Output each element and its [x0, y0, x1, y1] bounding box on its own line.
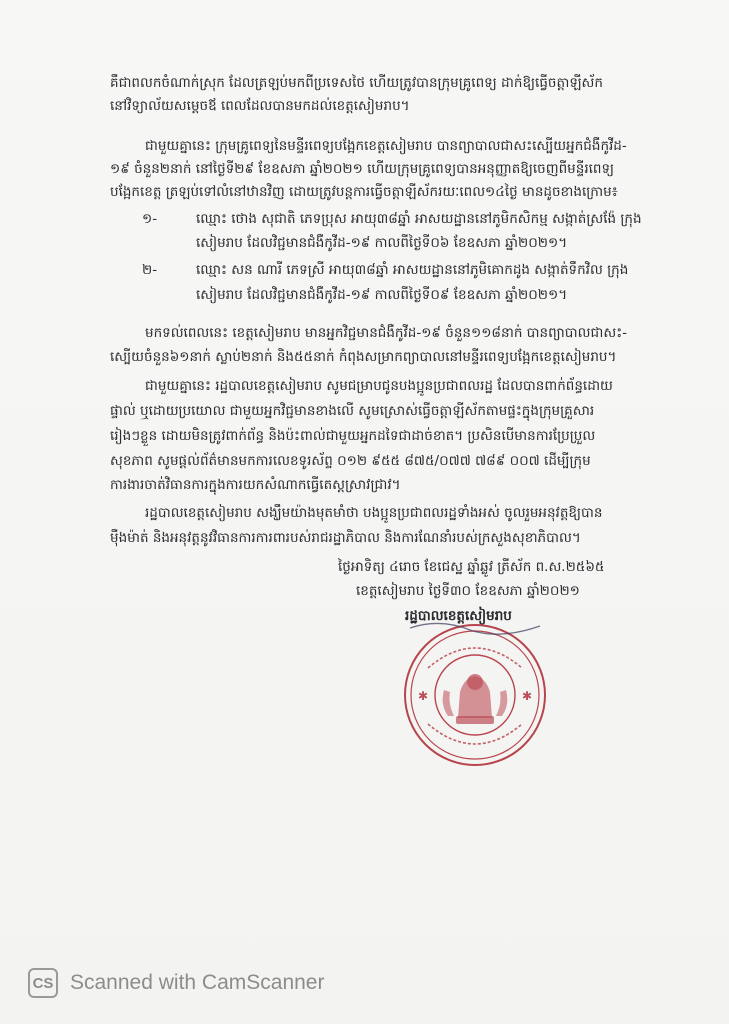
camscanner-logo-icon: CS [28, 968, 58, 998]
svg-text:✱: ✱ [522, 689, 533, 703]
text-line: រៀងៗខ្លួន ដោយមិនត្រូវពាក់ព័ន្ធ និងប៉ះពាល់ជាមួយអ្នកដទៃជាដាច់ខាត។ ប្រសិនបើមានការប្រែប្រួល [110, 428, 596, 444]
text-line: បង្អែកខេត្ត ត្រឡប់ទៅលំនៅឋានវិញ ដោយត្រូវបន្តការធ្វើចត្តាឡីស័ករយៈពេល១៤ថ្ងៃ មានដូចខាងក្រោម៖ [110, 184, 618, 200]
issuing-office: រដ្ឋបាលខេត្តសៀមរាប [405, 608, 512, 624]
text-line: នៅវិទ្យាល័យសម្តេចឪ ពេលដែលបានមកដល់ខេត្តសៀមរាប។ [110, 98, 410, 114]
scanner-watermark-text: Scanned with CamScanner [70, 971, 325, 994]
official-seal-stamp [400, 620, 550, 770]
text-line: ផ្ទាល់ ឬដោយប្រយោល ជាមួយអ្នកវិជ្ជមានខាងលើ សូមស្រោស់ធ្វើចត្តាឡីស័កតាមផ្ទះក្នុងក្រុមគ្រួសារ [110, 403, 595, 419]
text-line: ជាមួយគ្នានេះ ក្រុមគ្រូពេទ្យនៃមន្ទីរពេទ្យបង្អែកខេត្តសៀមរាប បានព្យាបាលជាសះស្បើយអ្នកជំងឺកូវីដ- [145, 138, 627, 154]
list-item-number: ១- [142, 211, 158, 227]
text-line: ការងារចាត់វិធានការក្នុងការយកសំណាកធ្វើតេស្តស្រាវជ្រាវ។ [110, 477, 401, 493]
list-item-number: ២- [142, 262, 158, 278]
text-line: ១៩ ចំនួន២នាក់ នៅថ្ងៃទី២៩ ខែឧសភា ឆ្នាំ២០២១ ហើយក្រុមគ្រូពេទ្យបានអនុញ្ញាតឱ្យចេញពីមន្ទីរពេទ្យ [110, 161, 615, 177]
text-line: រដ្ឋបាលខេត្តសៀមរាប សង្ឃឹមយ៉ាងមុតមាំថា បងប្អូនប្រជាពលរដ្ឋទាំងអស់ ចូលរួមអនុវត្តឱ្យបាន [145, 505, 603, 521]
date-solar: ខេត្តសៀមរាប ថ្ងៃទី៣០ ខែឧសភា ឆ្នាំ២០២១ [356, 583, 580, 599]
text-line: ម៉ឺងម៉ាត់ និងអនុវត្តនូវវិធានការការពារបស់រាជរដ្ឋាភិបាល និងការណែនាំរបស់ក្រសួងសុខាភិបាល។ [110, 530, 581, 546]
svg-text:✱: ✱ [418, 689, 429, 703]
text-line: ជាមួយគ្នានេះ រដ្ឋបាលខេត្តសៀមរាប សូមជម្រាបជូនបងប្អូនប្រជាពលរដ្ឋ ដែលបានពាក់ព័ន្ធដោយ [145, 378, 613, 394]
text-line: សៀមរាប ដែលវិជ្ជមានជំងឺកូវីដ-១៩ កាលពីថ្ងៃទី០៩ ខែឧសភា ឆ្នាំ២០២១។ [196, 287, 568, 303]
text-line: ស្បើយចំនួន៦១នាក់ ស្លាប់២នាក់ និង៥៥នាក់ កំពុងសម្រាកព្យាបាលនៅមន្ទីរពេទ្យបង្អែកខេត្តសៀមរាប។ [110, 349, 617, 365]
text-line: ឈ្មោះ ថោង សុជាតិ ភេទប្រុស អាយុ៣៨ឆ្នាំ អាសយដ្ឋាននៅភូមិកសិកម្ម សង្កាត់ស្រង៉ែ ក្រុង [196, 211, 642, 227]
scanner-watermark [28, 966, 324, 1000]
text-line: សៀមរាប ដែលវិជ្ជមានជំងឺកូវីដ-១៩ កាលពីថ្ងៃទី០៦ ខែឧសភា ឆ្នាំ២០២១។ [196, 235, 568, 251]
date-lunar: ថ្ងៃអាទិត្យ ៤រោច ខែជេស្ឋ ឆ្នាំឆ្លូវ ត្រីស័ក ព.ស.២៥៦៥ [338, 559, 605, 575]
text-line: គឺជាពលកចំណាក់ស្រុក ដែលត្រឡប់មកពីប្រទេសថៃ ហើយត្រូវបានក្រុមគ្រូពេទ្យ ដាក់ឱ្យធ្វើចត្តាឡីស័ក [110, 75, 603, 91]
text-line: សុខភាព សូមផ្តល់ព័ត៌មានមកការលេខទូរស័ព្ទ ០១២ ៩៥៥ ៨៧៥/០៧៧ ៧៨៩ ០០៧ ដើម្បីក្រុម [110, 453, 591, 469]
text-line: មកទល់ពេលនេះ ខេត្តសៀមរាប មានអ្នកវិជ្ជមានជំងឺកូវីដ-១៩ ចំនួន១១៨នាក់ បានព្យាបាលជាសះ- [145, 325, 628, 341]
text-line: ឈ្មោះ សន ណារី ភេទស្រី អាយុ៣៨ឆ្នាំ អាសយដ្ឋាននៅភូមិគោកដូង សង្កាត់ទឹកវិល ក្រុង [196, 262, 629, 278]
